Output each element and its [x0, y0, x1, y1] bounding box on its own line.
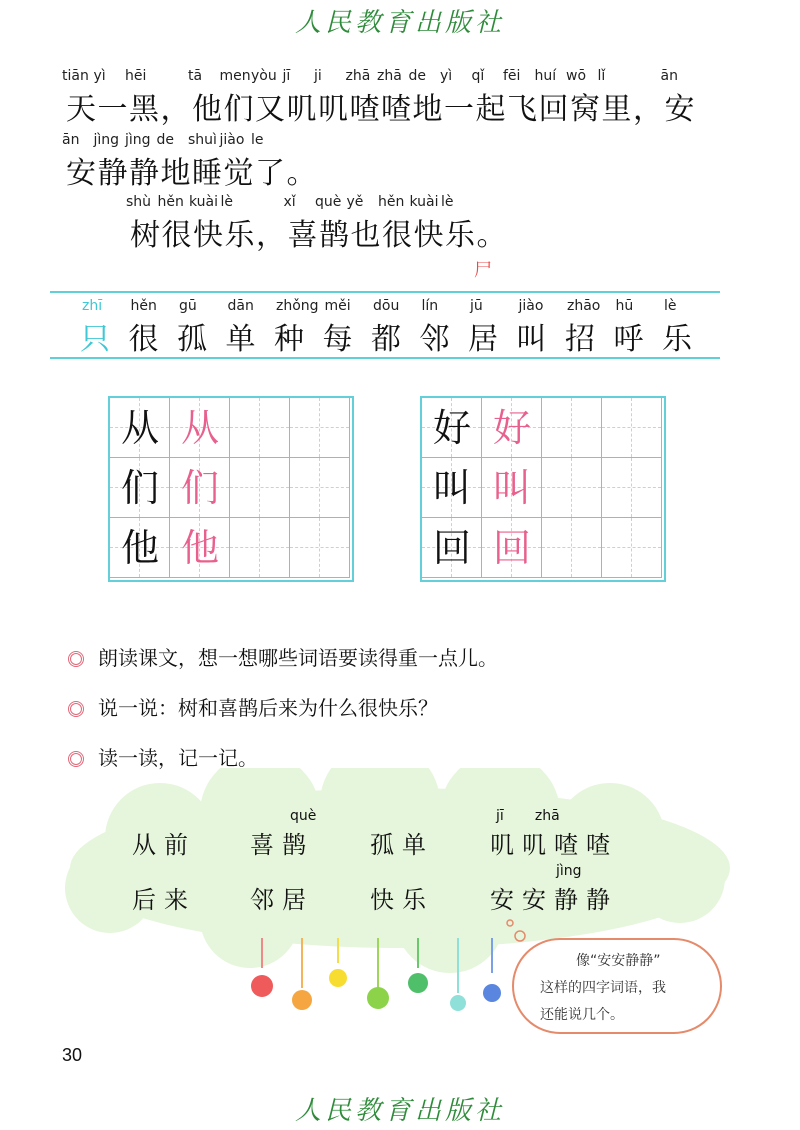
- vocab-hanzi: 乐: [662, 322, 692, 357]
- pinyin: hěn: [157, 194, 184, 210]
- vocab-pinyin: jiào: [518, 298, 544, 314]
- vocab-hanzi: 叫: [516, 322, 547, 357]
- trace-character: 从: [180, 406, 219, 450]
- hanzi: 。: [286, 156, 317, 191]
- grid-cell: [422, 458, 482, 518]
- pinyin: shuì: [188, 132, 217, 148]
- pinyin: ān: [62, 132, 80, 148]
- pinyin: lè: [220, 194, 234, 210]
- hanzi: 快: [193, 218, 223, 253]
- vocab-pinyin: zhāo: [567, 298, 601, 314]
- grid-cell: [422, 518, 482, 578]
- pinyin: kuài: [189, 194, 219, 210]
- model-character: 从: [120, 406, 159, 450]
- pinyin: ān: [660, 68, 678, 84]
- grid-cell: [542, 398, 602, 458]
- pinyin: le: [251, 132, 264, 148]
- trace-character: 他: [180, 526, 219, 570]
- page-number: 30: [62, 1045, 83, 1065]
- grid-cell: [230, 518, 290, 578]
- vocab-hanzi: 孤: [177, 322, 207, 357]
- text-line-3: [0, 194, 800, 254]
- pinyin: què: [315, 194, 342, 210]
- pinyin: jiào: [219, 132, 245, 148]
- hanzi: ，: [633, 92, 663, 127]
- exercise-bullet-icon: [68, 701, 84, 717]
- pinyin: huí: [534, 68, 557, 84]
- pinyin: hěn: [378, 194, 405, 210]
- writing-grid-left: [108, 396, 354, 582]
- model-character: 们: [120, 466, 159, 510]
- text-line-2: [0, 132, 800, 192]
- hanzi: 起: [475, 92, 506, 127]
- trace-character: 们: [180, 466, 219, 510]
- trace-character: 叫: [492, 466, 531, 510]
- pinyin: jìng: [93, 132, 120, 148]
- hanzi: 。: [476, 218, 507, 253]
- hanzi: 静: [97, 156, 128, 191]
- vocab-hanzi: 都: [371, 322, 401, 357]
- word-item: 从前: [132, 831, 196, 859]
- vocab-hanzi: 呼: [613, 322, 644, 357]
- hanzi: 他: [192, 92, 222, 127]
- grid-cell: [602, 458, 662, 518]
- grid-cell: [290, 518, 350, 578]
- pinyin: de: [408, 68, 426, 84]
- hanzi: 觉: [223, 156, 254, 191]
- vocab-pinyin: gū: [179, 298, 197, 314]
- hanzi: 很: [382, 218, 412, 253]
- word-item: 邻居: [250, 886, 314, 914]
- hanzi: 飞: [507, 92, 537, 127]
- hanzi: 地: [160, 156, 191, 191]
- model-character: 叫: [432, 466, 471, 510]
- pinyin: xǐ: [283, 194, 296, 210]
- pinyin: men: [219, 68, 251, 84]
- vocab-hanzi: 居: [468, 322, 498, 357]
- vocab-hanzi: 只: [80, 322, 110, 357]
- model-character: 他: [120, 526, 159, 570]
- word-pinyin: què: [290, 808, 317, 824]
- exercise-2: [68, 692, 438, 721]
- pinyin: de: [156, 132, 174, 148]
- hanzi: 睡: [192, 156, 222, 191]
- grid-cell: [170, 458, 230, 518]
- writing-grid-right: [420, 396, 666, 582]
- vocab-pinyin: zhī: [82, 298, 103, 314]
- pinyin: fēi: [503, 68, 521, 84]
- grid-cell: [230, 458, 290, 518]
- bubble-line-2: 这样的四字词语，我: [540, 980, 666, 996]
- vocab-pinyin: jū: [470, 298, 483, 314]
- word-item: 叽叽喳喳: [490, 831, 618, 859]
- pinyin: lǐ: [597, 68, 606, 84]
- vocab-hanzi: 每: [322, 322, 353, 357]
- pinyin: lè: [441, 194, 454, 210]
- hanzi: 安: [664, 92, 695, 127]
- hanzi: 叽: [286, 92, 317, 127]
- grid-cell: [110, 518, 170, 578]
- grid-cell: [602, 518, 662, 578]
- hanzi: 静: [129, 156, 159, 191]
- pinyin: shù: [126, 194, 152, 210]
- hanzi: 很: [161, 218, 192, 253]
- hanzi: 天: [66, 92, 96, 127]
- exercise-text: 读一读，记一记。: [98, 746, 258, 770]
- hanzi: 乐: [224, 218, 255, 253]
- exercise-text: 朗读课文，想一想哪些词语要读得重一点儿。: [98, 646, 498, 670]
- hanzi: 又: [255, 92, 285, 127]
- vocab-pinyin: lè: [664, 298, 677, 314]
- vocab-pinyin: měi: [324, 298, 351, 314]
- pinyin: jī: [282, 68, 291, 84]
- grid-cell: [290, 398, 350, 458]
- grid-cell: [482, 458, 542, 518]
- vocab-pinyin: hū: [615, 298, 634, 314]
- grid-cell: [170, 518, 230, 578]
- header-brand: 人民教育出版社: [294, 8, 505, 38]
- word-item: 孤单: [370, 831, 434, 859]
- model-character: 回: [432, 526, 471, 570]
- hanzi: 喜: [287, 218, 318, 253]
- vocab-pinyin: hěn: [130, 298, 157, 314]
- hanzi: 地: [412, 92, 443, 127]
- thought-bubble: [512, 938, 722, 1034]
- pinyin: ji: [314, 68, 322, 84]
- vocab-row: [0, 292, 800, 356]
- grid-cell: [602, 398, 662, 458]
- hanzi: ，: [256, 218, 286, 253]
- exercise-1: [68, 642, 498, 671]
- trace-character: 好: [492, 406, 531, 450]
- pinyin: qǐ: [471, 68, 485, 84]
- bubble-line-1: 像“安安静静”: [576, 953, 661, 969]
- hanzi: 安: [66, 156, 96, 191]
- hanzi: 喳: [349, 92, 380, 127]
- hanzi: 回: [538, 92, 569, 127]
- pinyin: hēi: [125, 68, 147, 84]
- vocab-pinyin: dān: [227, 298, 254, 314]
- word-item: 后来: [132, 886, 196, 914]
- exercise-bullet-icon: [68, 651, 84, 667]
- hanzi: 一: [97, 92, 128, 127]
- grid-cell: [482, 518, 542, 578]
- hanzi: 了: [255, 156, 285, 191]
- hanzi: 乐: [445, 218, 475, 253]
- pinyin: yì: [93, 68, 106, 84]
- hanzi: 们: [223, 92, 254, 127]
- grid-cell: [170, 398, 230, 458]
- pinyin: yòu: [251, 68, 277, 84]
- hanzi: ，: [160, 92, 191, 127]
- grid-cell: [482, 398, 542, 458]
- grid-cell: [110, 398, 170, 458]
- vocab-hanzi: 单: [225, 322, 256, 357]
- word-pinyin: jī zhā: [496, 808, 560, 824]
- word-item: 喜鹊: [250, 831, 314, 859]
- grid-cell: [110, 458, 170, 518]
- footer-brand: 人民教育出版社: [294, 1096, 505, 1126]
- radical-hint: 尸: [474, 260, 492, 281]
- bubble-line-3: 还能说几个。: [540, 1007, 624, 1023]
- vocab-hanzi: 招: [565, 322, 595, 357]
- pinyin: wō: [566, 68, 587, 84]
- grid-cell: [290, 458, 350, 518]
- text-line-1: [0, 68, 800, 128]
- grid-cell: [542, 458, 602, 518]
- pinyin: zhā: [345, 68, 371, 84]
- pinyin: kuài: [409, 194, 439, 210]
- vocab-pinyin: dōu: [373, 298, 400, 314]
- vocab-pinyin: lín: [421, 298, 439, 314]
- hanzi: 喳: [381, 92, 411, 127]
- exercise-bullet-icon: [68, 751, 84, 767]
- pinyin: yě: [346, 194, 364, 210]
- grid-cell: [542, 518, 602, 578]
- word-item: 快乐: [370, 886, 434, 914]
- grid-cell: [422, 398, 482, 458]
- hanzi: 叽: [318, 92, 348, 127]
- exercise-3: [68, 742, 258, 771]
- pinyin: zhā: [377, 68, 402, 84]
- model-character: 好: [432, 406, 471, 450]
- hanzi: 树: [130, 218, 160, 253]
- vocab-hanzi: 很: [128, 322, 159, 357]
- pinyin: jìng: [125, 132, 151, 148]
- vocab-hanzi: 种: [274, 322, 304, 357]
- pinyin: tiān: [62, 68, 89, 84]
- hanzi: 鹊: [319, 218, 349, 253]
- trace-character: 回: [492, 526, 531, 570]
- hanzi: 也: [350, 218, 381, 253]
- pinyin: tā: [188, 68, 203, 84]
- vocab-hanzi: 邻: [419, 322, 450, 357]
- vocab-pinyin: zhǒng: [276, 298, 319, 314]
- pinyin: yì: [440, 68, 453, 84]
- hanzi: 黑: [129, 92, 159, 127]
- word-item: 安安静静: [490, 886, 618, 914]
- grid-cell: [230, 398, 290, 458]
- hanzi: 里: [601, 92, 632, 127]
- vocab-bottom-line: [50, 357, 720, 359]
- hanzi: 一: [444, 92, 474, 127]
- hanzi: 快: [413, 218, 444, 253]
- hanzi: 窝: [570, 92, 600, 127]
- exercise-text: 说一说：树和喜鹊后来为什么很快乐？: [98, 696, 438, 720]
- word-pinyin: jìng: [556, 863, 582, 879]
